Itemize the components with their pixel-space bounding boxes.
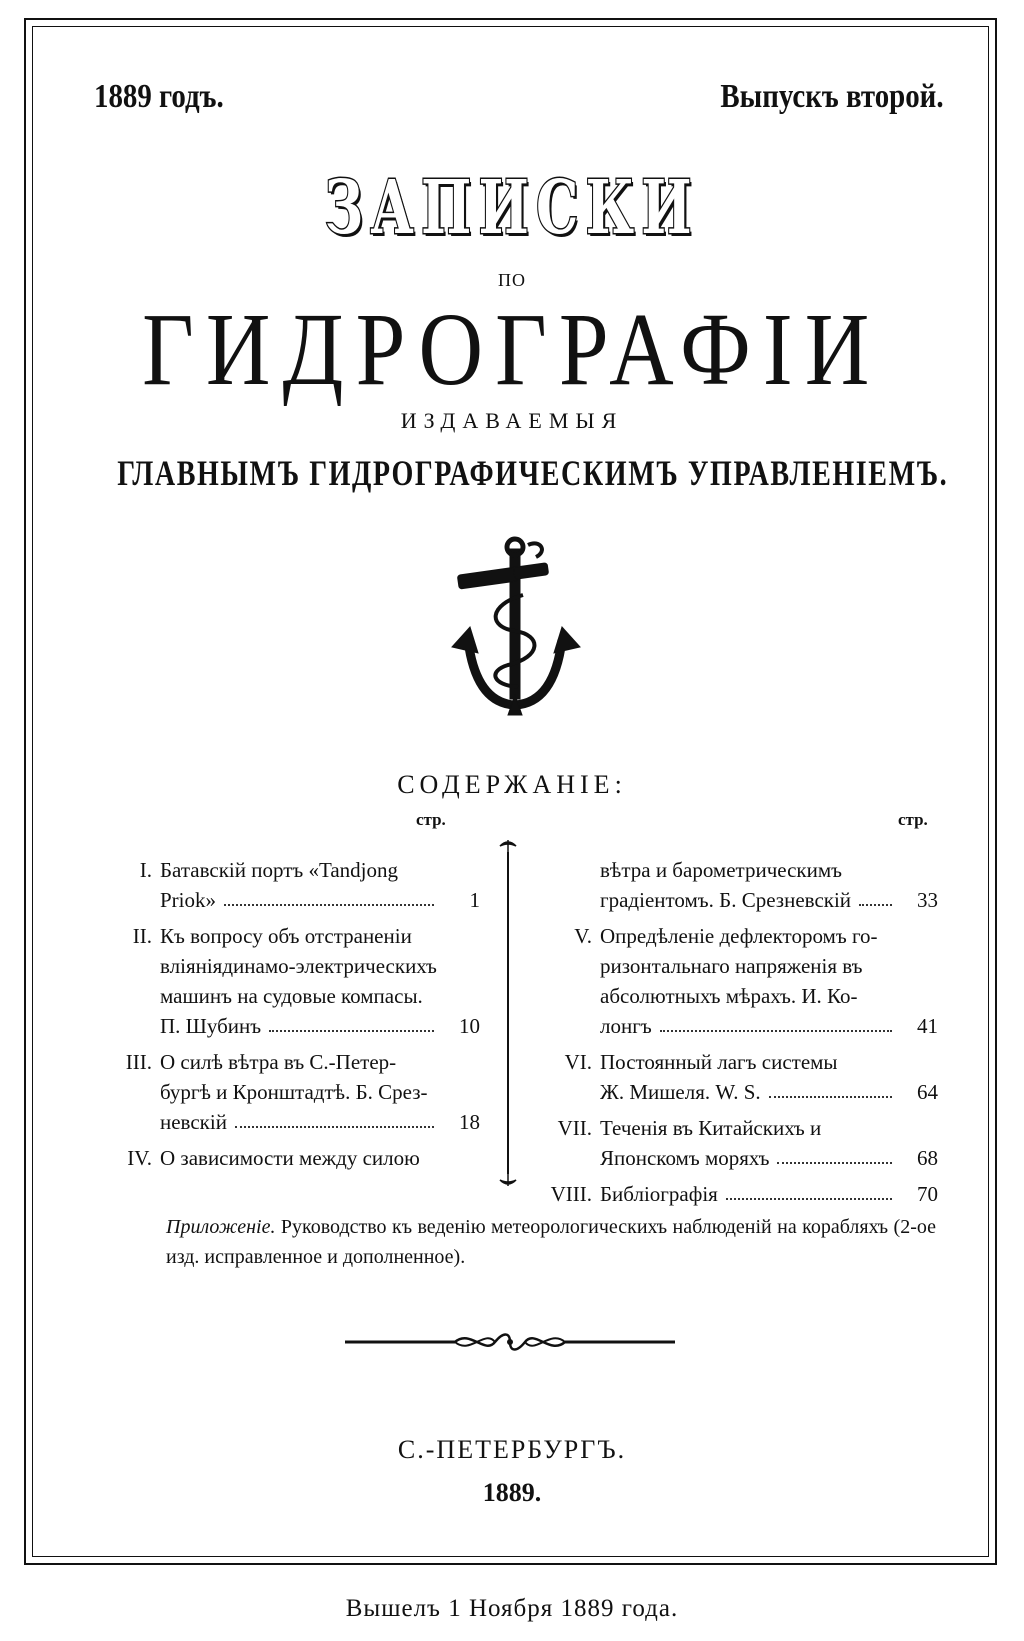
toc-entry-text: Теченія въ Китайскихъ и xyxy=(600,1116,822,1140)
header-issue: Выпускъ второй. xyxy=(720,78,944,115)
toc-entry-text: бургѣ и Кронштадтѣ. Б. Срез- xyxy=(160,1080,428,1104)
toc-page-number: 41 xyxy=(917,1014,938,1038)
toc-left-column xyxy=(110,855,480,1179)
title-po: по xyxy=(498,263,526,292)
column-divider xyxy=(498,838,518,1188)
title-publisher: ГЛАВНЫМЪ ГИДРОГРАФИЧЕСКИМЪ УПРАВЛЕНІЕМЪ. xyxy=(117,453,949,493)
toc-entry-4-cont xyxy=(550,855,938,915)
toc-entry-text: машинъ на судовые компасы. xyxy=(160,984,423,1008)
toc-entry-number: II. xyxy=(132,924,152,948)
toc-entry-text: Priok» xyxy=(160,888,217,912)
toc-entry-number: VI. xyxy=(564,1050,592,1074)
release-date: Вышелъ 1 Ноября 1889 года. xyxy=(345,1595,679,1622)
toc-entry-text: ризонтальнаго напряженія въ xyxy=(600,954,863,978)
toc-right-column xyxy=(550,855,938,1215)
toc-page-number: 68 xyxy=(917,1146,938,1170)
toc-entry-number: V. xyxy=(574,924,592,948)
toc-entry-8 xyxy=(550,1179,938,1209)
toc-entry-2 xyxy=(110,921,480,1041)
toc-entry-6 xyxy=(550,1047,938,1107)
title-gidrografii: ГИДРОГРАФІИ xyxy=(142,292,882,407)
toc-entry-text: О зависимости между силою xyxy=(160,1146,420,1170)
toc-entry-5 xyxy=(550,921,938,1041)
imprint-year: 1889. xyxy=(482,1478,542,1507)
toc-entry-number: IV. xyxy=(127,1146,152,1170)
toc-entry-text: О силѣ вѣтра въ С.-Петер- xyxy=(160,1050,397,1074)
toc-entry-number: VIII. xyxy=(550,1182,592,1206)
toc-entry-text: градіентомъ. Б. Срезневскій xyxy=(600,888,852,912)
toc-entry-text: Японскомъ моряхъ xyxy=(600,1146,770,1170)
toc-entry-text: Постоянный лагъ системы xyxy=(600,1050,838,1074)
toc-page-number: 70 xyxy=(917,1182,938,1206)
title-zapiski: ЗАПИСКИ xyxy=(324,165,700,251)
toc-entry-number: I. xyxy=(139,858,152,882)
toc-page-number: 1 xyxy=(469,888,480,912)
toc-entry-text: Опредѣленіе дефлекторомъ го- xyxy=(600,924,878,948)
toc-entry-text: Батавскій портъ «Tandjong xyxy=(160,858,398,882)
toc-entry-text: Къ вопросу объ отстраненіи xyxy=(160,924,412,948)
toc-entry-1 xyxy=(110,855,480,915)
page-label-right: стр. xyxy=(898,810,928,829)
toc-entry-text: вѣтра и барометрическимъ xyxy=(600,858,843,882)
appendix-text: Руководство къ веденію метеорологическихъ наблюденій на корабляхъ (2-ое изд. исправленное и дополненное). xyxy=(166,1216,936,1268)
header-year: 1889 годъ. xyxy=(94,78,224,115)
anchor-icon xyxy=(448,535,584,721)
toc-entry-text: невскій xyxy=(160,1110,227,1134)
toc-entry-text: лонгъ xyxy=(600,1014,652,1038)
toc-page-number: 18 xyxy=(459,1110,480,1134)
ornament-divider xyxy=(345,1327,675,1357)
toc-page-number: 33 xyxy=(917,888,938,912)
toc-entry-7 xyxy=(550,1113,938,1173)
toc-page-number: 10 xyxy=(459,1014,480,1038)
toc-entry-text: вліяніядинамо-электрическихъ xyxy=(160,954,437,978)
toc-entry-text: Библіографія xyxy=(600,1182,718,1206)
toc-entry-number: VII. xyxy=(557,1116,592,1140)
appendix-label: Приложеніе. xyxy=(166,1216,276,1238)
toc-entry-4 xyxy=(110,1143,480,1173)
title-izdavaemyya: ИЗДАВАЕМЫЯ xyxy=(400,408,624,433)
contents-heading: СОДЕРЖАНІЕ: xyxy=(397,770,627,799)
appendix-note xyxy=(166,1212,936,1272)
toc-entry-3 xyxy=(110,1047,480,1137)
toc-entry-text: Ж. Мишеля. W. S. xyxy=(600,1080,761,1104)
toc-entry-text: абсолютныхъ мѣрахъ. И. Ко- xyxy=(600,984,858,1008)
page-label-left: стр. xyxy=(416,810,446,829)
toc-entry-number: III. xyxy=(125,1050,152,1074)
toc-page-number: 64 xyxy=(917,1080,938,1104)
toc-entry-text: П. Шубинъ xyxy=(160,1014,262,1038)
imprint-city: С.-ПЕТЕРБУРГЪ. xyxy=(397,1435,627,1464)
toc-entry-number xyxy=(550,855,600,915)
